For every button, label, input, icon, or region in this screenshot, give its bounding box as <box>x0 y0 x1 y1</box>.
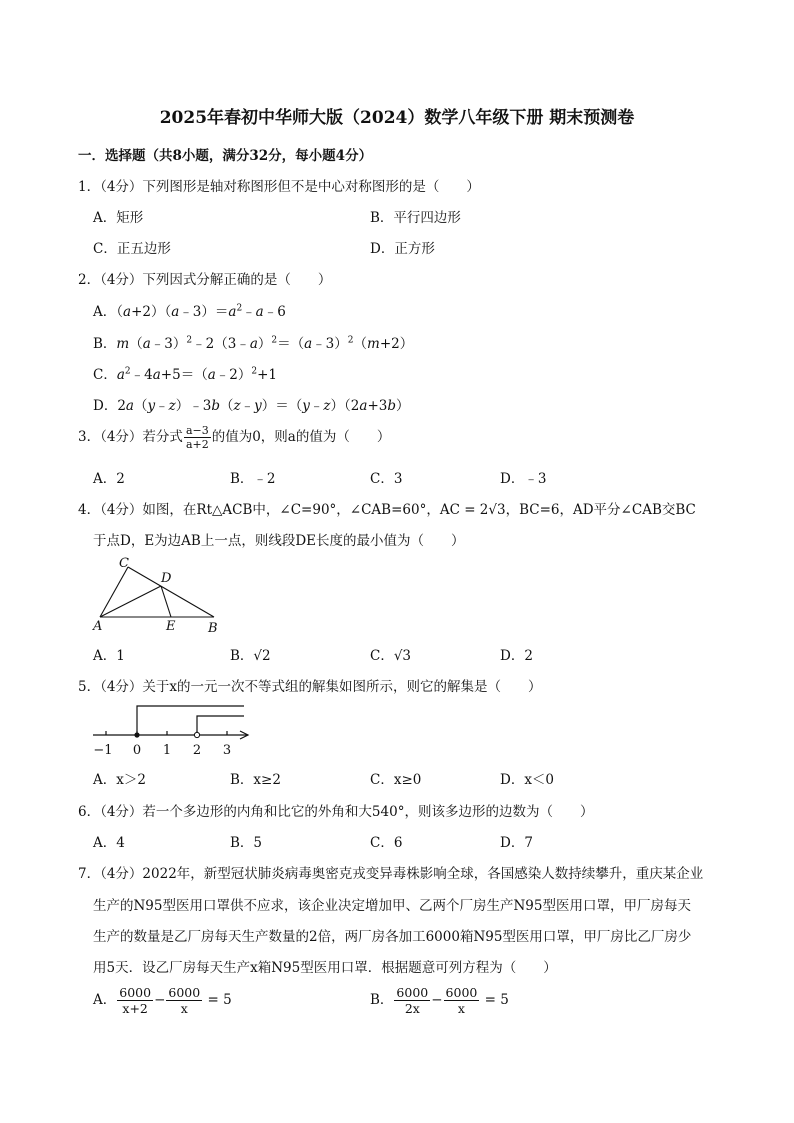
question-7-line-1: 7．（4分）2022年，新型冠状肺炎病毒奥密克戎变异毒株影响全球，各国感染人数持续攀升，重庆某企业 <box>78 866 704 882</box>
question-5-stem: 5．（4分）关于x的一元一次不等式组的解集如图所示，则它的解集是（ ） <box>78 679 542 695</box>
q2-option-d: D．2a（y﹣z）﹣3b（z﹣y）＝（y﹣z）（2a+3b） <box>93 398 410 414</box>
q5-option-c: C．x≥0 <box>370 772 422 788</box>
question-2-stem: 2．（4分）下列因式分解正确的是（ ） <box>78 272 332 288</box>
q4-option-c: C．√3 <box>370 648 412 664</box>
q3-option-b: B．﹣2 <box>230 471 276 487</box>
fraction: $\frac{a-3}{a+2}$ <box>185 424 209 451</box>
question-3-stem: 3．（4分）若分式 $\frac{a-3}{a+2}$ 的值为0，则a的值为（ ） <box>78 424 391 451</box>
closed-point-0 <box>134 732 139 737</box>
q7-option-a: A． $\frac{6000}{x+2}$ − $\frac{6000}{x}$ = 5 <box>93 985 232 1016</box>
label-b: B <box>208 621 218 635</box>
tick-label-3: 3 <box>222 743 232 758</box>
q1-option-d: D．正方形 <box>370 241 435 257</box>
q4-option-b: B．√2 <box>230 648 271 664</box>
q7-option-b: B． $\frac{6000}{2x}$ − $\frac{6000}{x}$ = 5 <box>370 985 509 1016</box>
tick-label-2: 2 <box>192 743 202 758</box>
q1-option-c: C．正五边形 <box>93 241 171 257</box>
label-d: D <box>161 571 172 586</box>
label-c: C <box>119 556 129 571</box>
question-7-line-3: 生产的数量是乙厂房每天生产数量的2倍，两厂房各加工6000箱N95型医用口罩，甲厂房比乙厂房少 <box>93 929 692 945</box>
q3-option-a: A．2 <box>93 471 125 487</box>
triangle-figure <box>90 555 230 635</box>
q5-option-a: A．x＞2 <box>93 772 146 788</box>
q1-option-a: A．矩形 <box>93 210 144 226</box>
q4-option-d: D．2 <box>500 648 533 664</box>
page-title: 2025年春初中华师大版（2024）数学八年级下册 期末预测卷 <box>159 108 635 128</box>
q4-option-a: A．1 <box>93 648 125 664</box>
question-7-line-4: 用5天．设乙厂房每天生产x箱N95型医用口罩．根据题意可列方程为（ ） <box>93 960 557 976</box>
question-4-line-1: 4．（4分）如图，在Rt△ACB中，∠C=90°，∠CAB=60°，AC = 2√3，BC=6，AD平分∠CAB交BC <box>78 502 696 518</box>
q6-option-d: D．7 <box>500 835 533 851</box>
q2-option-a: A．$(a+2)(a﹣3)=a^2﹣a﹣6$ <box>93 303 286 320</box>
solution-ray-x-gt-2 <box>197 716 244 735</box>
q1-option-b: B．平行四边形 <box>370 210 461 226</box>
tick-label-1: 1 <box>162 743 172 758</box>
tick-label-0: 0 <box>132 743 142 758</box>
label-a: A <box>93 619 103 634</box>
question-6-stem: 6．（4分）若一个多边形的内角和比它的外角和大540°，则该多边形的边数为（ ） <box>78 804 594 820</box>
tick-label-neg1: −1 <box>93 743 113 758</box>
solution-ray-x-ge-0 <box>137 706 244 735</box>
q6-option-a: A．4 <box>93 835 125 851</box>
q3-option-d: D．﹣3 <box>500 471 547 487</box>
q6-option-c: C．6 <box>370 835 403 851</box>
question-1-stem: 1．（4分）下列图形是轴对称图形但不是中心对称图形的是（ ） <box>78 179 480 195</box>
q5-option-d: D．x＜0 <box>500 772 555 788</box>
q5-option-b: B．x≥2 <box>230 772 281 788</box>
q2-option-c: C．$a^2﹣4a+5=(a﹣2)^2+1$ <box>93 366 277 383</box>
q6-option-b: B．5 <box>230 835 263 851</box>
q2-option-b: B．m（a﹣3）$^2$﹣2（3﹣a）$^2$＝（a﹣3）$^2$（m+2） <box>93 335 414 352</box>
label-e: E <box>166 619 176 634</box>
question-7-line-2: 生产的N95型医用口罩供不应求，该企业决定增加甲、乙两个厂房生产N95型医用口罩，甲厂房每天 <box>93 898 691 914</box>
question-4-line-2: 于点D，E为边AB上一点，则线段DE长度的最小值为（ ） <box>93 533 465 549</box>
open-point-2 <box>194 732 199 737</box>
q3-option-c: C．3 <box>370 471 403 487</box>
number-line-figure <box>88 700 258 762</box>
section-heading: 一．选择题（共8小题，满分32分，每小题4分） <box>78 148 373 164</box>
